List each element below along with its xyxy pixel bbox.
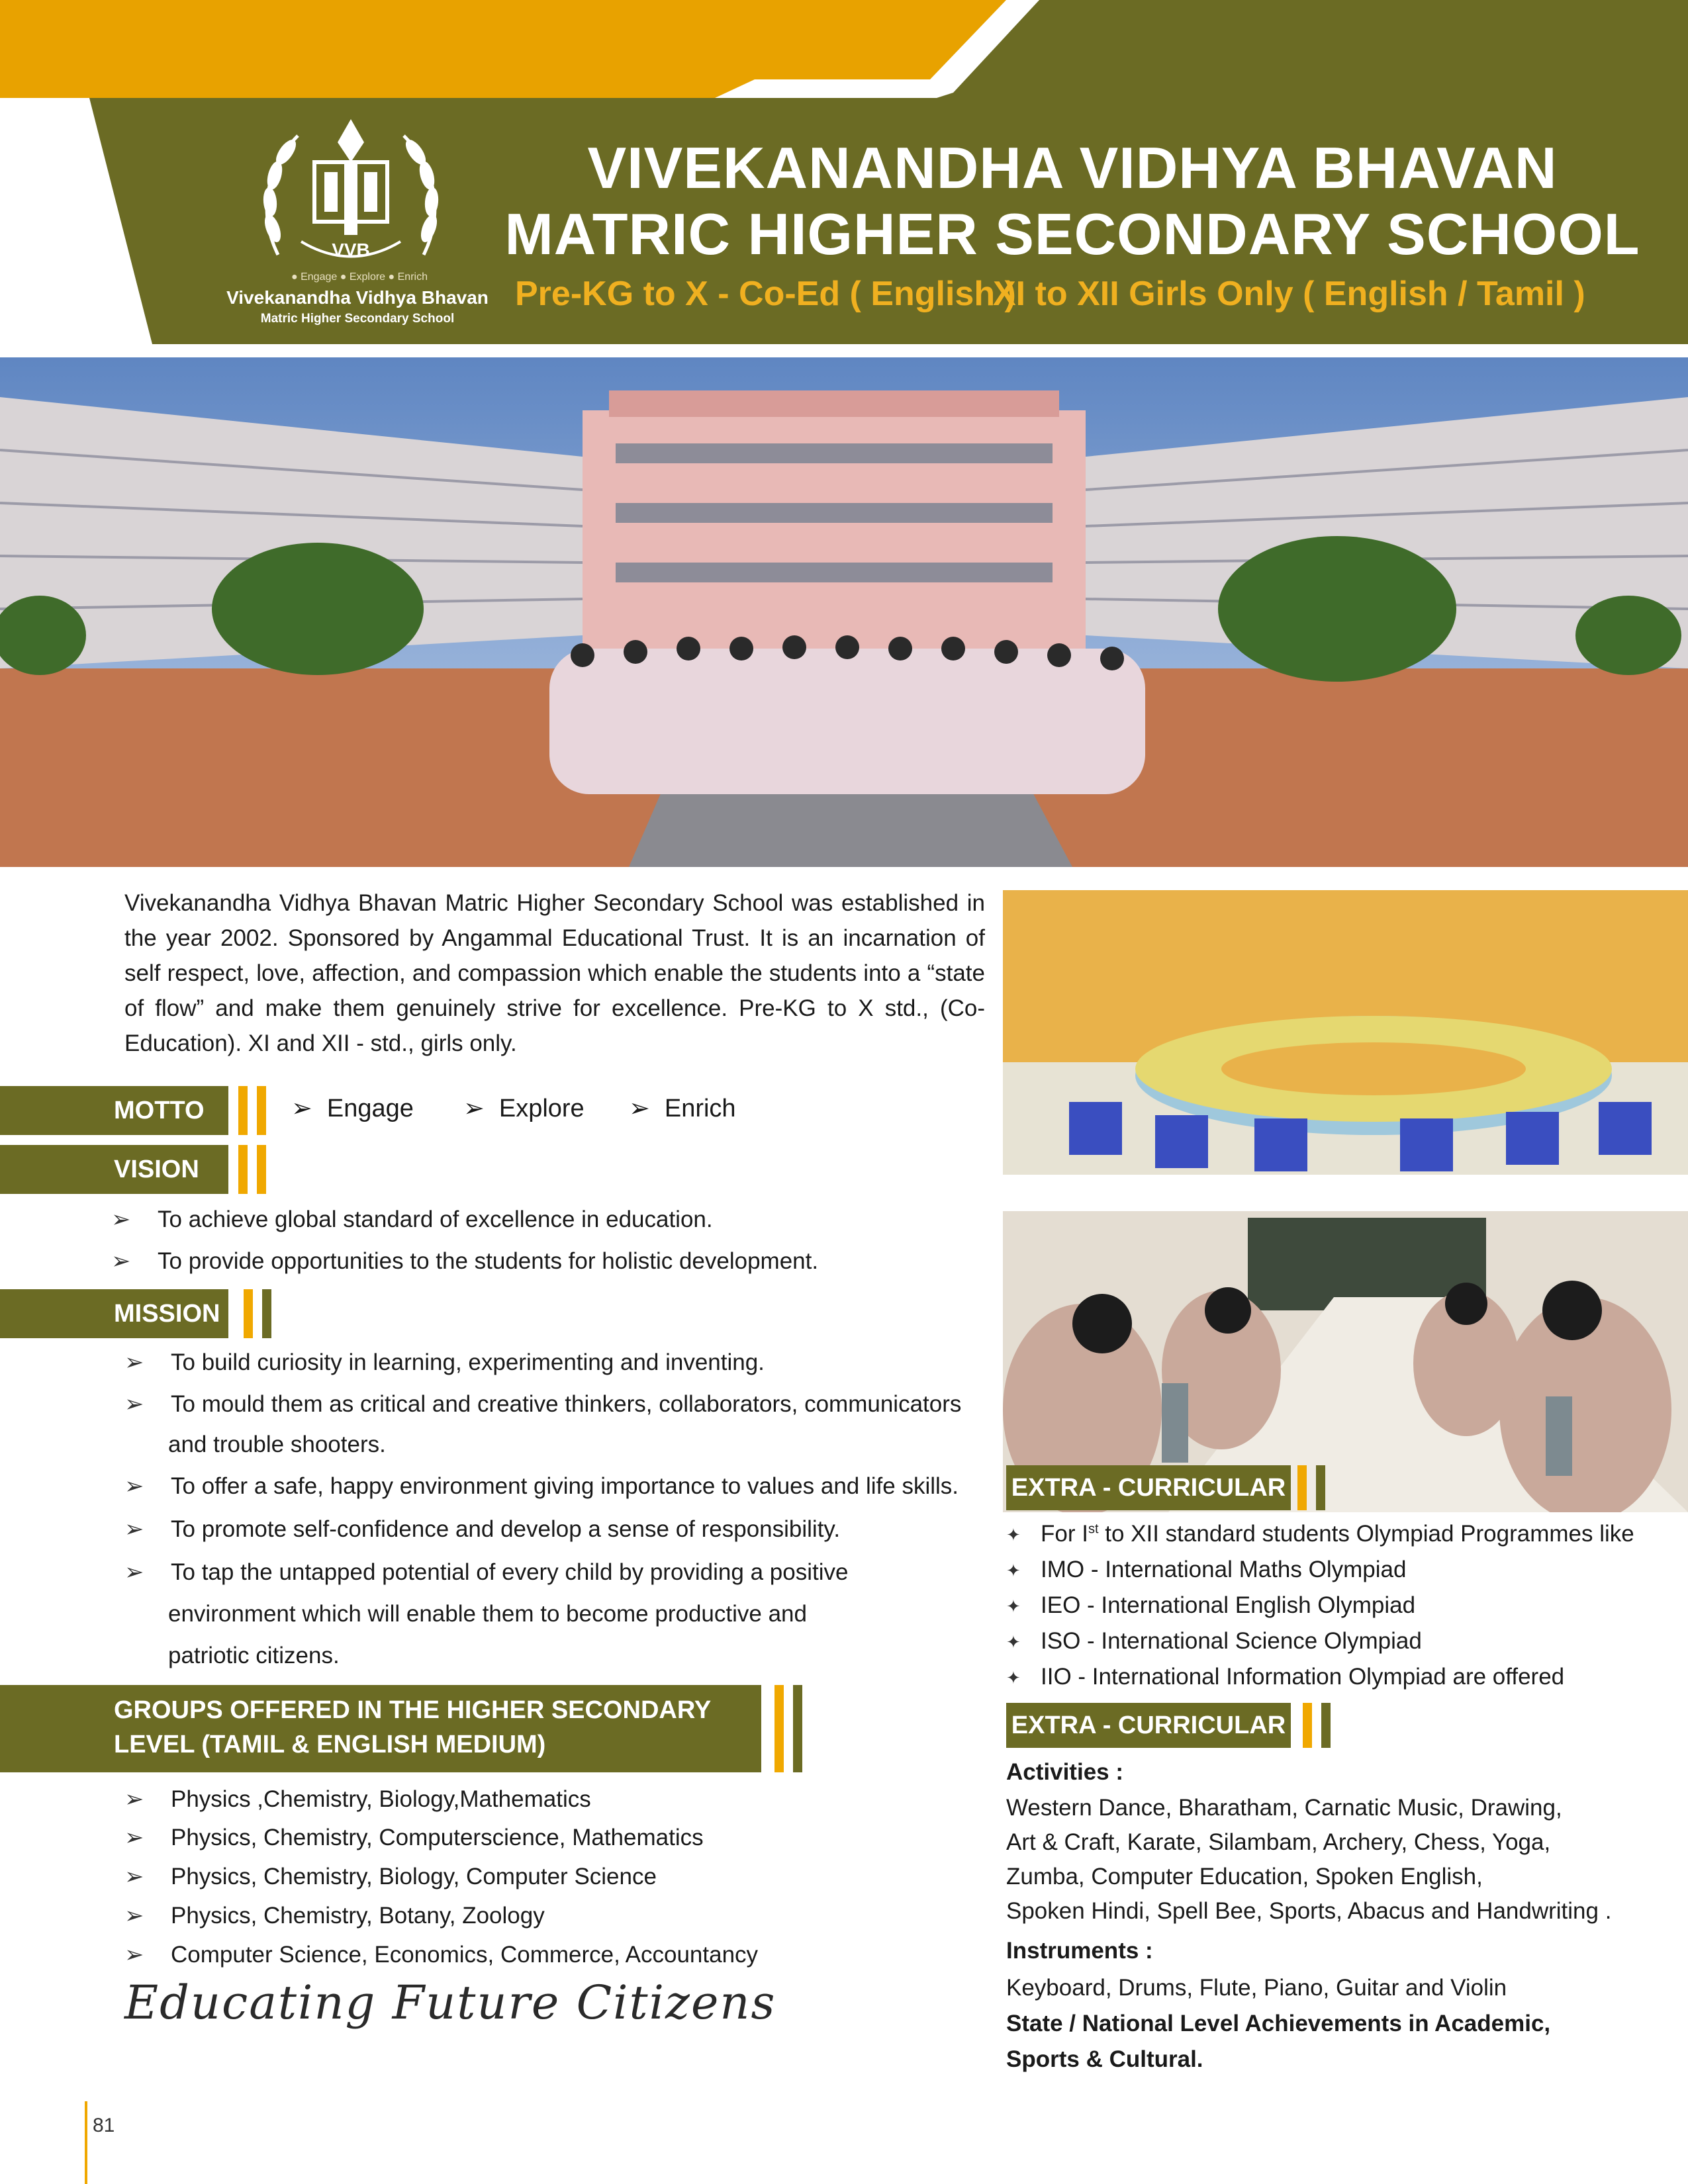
footer-slogan: Educating Future Citizens: [124, 1976, 776, 2030]
olympiad-item: ✦ IMO - International Maths Olympiad: [1006, 1557, 1407, 1582]
groups-accent-gold: [774, 1685, 784, 1772]
achievements-line1: State / National Level Achievements in Academic,: [1006, 2011, 1551, 2036]
logo-school-subname: Matric Higher Secondary School: [260, 312, 455, 326]
motto-item-enrich: ➢ Enrich: [629, 1095, 736, 1122]
achievements-line2: Sports & Cultural.: [1006, 2046, 1203, 2072]
mission-item: ➢ To tap the untapped potential of every child by providing a positive: [124, 1559, 849, 1585]
group-item: ➢ Physics, Chemistry, Biology, Computer Science: [124, 1864, 657, 1889]
motto-item-explore: ➢ Explore: [463, 1095, 585, 1122]
group-item: ➢ Computer Science, Economics, Commerce, Accountancy: [124, 1942, 759, 1968]
logo-monogram: VVB: [332, 240, 370, 260]
instruments-label: Instruments :: [1006, 1938, 1153, 1964]
vision-item: ➢ To achieve global standard of excellence in education.: [111, 1206, 713, 1232]
mission-heading: [0, 1289, 228, 1338]
logo-tagline: ● Engage ● Explore ● Enrich: [291, 271, 428, 283]
extra-curricular-heading-2: [1006, 1703, 1291, 1748]
vision-item: ➢ To provide opportunities to the students for holistic development.: [111, 1248, 819, 1274]
school-title-line1: VIVEKANANDHA VIDHYA BHAVAN: [587, 135, 1558, 201]
extra-curricular-heading-1: [1006, 1465, 1291, 1510]
classroom-photo: [1003, 890, 1688, 1175]
olympiad-item: ✦ IEO - International English Olympiad: [1006, 1592, 1416, 1618]
page-number-rule: [85, 2101, 87, 2184]
mission-item: ➢ To build curiosity in learning, experimenting and inventing.: [124, 1349, 765, 1375]
subtitle-girls: XI to XII Girls Only ( English / Tamil ): [993, 275, 1585, 313]
intro-paragraph: Vivekanandha Vidhya Bhavan Matric Higher Secondary School was established in the year 2002. Sponsored by Angammal Educational Trust. It is an incarnation of self respect, love, affection, and compassion which enable the students into a “state of flow” and make them genuinely strive for excellence. Pre-KG to X std., (Co-Education). XI and XII - std., girls only.: [124, 890, 985, 1056]
vision-heading-label: VISION: [114, 1156, 199, 1183]
extra1-accent-olive: [1316, 1465, 1325, 1510]
motto-heading-label: MOTTO: [114, 1097, 205, 1124]
motto-item-engage: ➢ Engage: [291, 1095, 414, 1122]
mission-item: ➢ To promote self-confidence and develop a sense of responsibility.: [124, 1516, 841, 1542]
mission-accent-olive: [262, 1289, 271, 1338]
groups-heading-line1: GROUPS OFFERED IN THE HIGHER SECONDARY: [114, 1696, 712, 1724]
group-item: ➢ Physics, Chemistry, Botany, Zoology: [124, 1903, 545, 1929]
extra2-accent-olive: [1321, 1703, 1331, 1748]
activities-line: Zumba, Computer Education, Spoken English,: [1006, 1864, 1483, 1889]
motto-accent-gold-2: [257, 1086, 266, 1135]
extra-curricular-heading-2-label: EXTRA - CURRICULAR: [1011, 1711, 1286, 1739]
extra2-accent-gold: [1303, 1703, 1312, 1748]
extra1-accent-gold: [1297, 1465, 1307, 1510]
school-logo-emblem: [252, 116, 450, 281]
mission-item-continuation: environment which will enable them to become productive and: [168, 1601, 807, 1627]
mission-heading-label: MISSION: [114, 1300, 220, 1328]
activities-label: Activities :: [1006, 1759, 1123, 1785]
mission-accent-gold: [244, 1289, 253, 1338]
logo-school-name: Vivekanandha Vidhya Bhavan: [226, 287, 489, 308]
motto-heading: [0, 1086, 228, 1135]
subtitle-coed: Pre-KG to X - Co-Ed ( English ): [515, 275, 1016, 313]
activities-line: Spoken Hindi, Spell Bee, Sports, Abacus and Handwriting .: [1006, 1898, 1612, 1924]
extra-curricular-heading-1-label: EXTRA - CURRICULAR: [1011, 1474, 1286, 1502]
vision-heading: [0, 1145, 228, 1194]
motto-accent-gold: [238, 1086, 248, 1135]
vision-accent-gold: [238, 1145, 248, 1194]
campus-photo: [0, 357, 1688, 867]
mission-item-continuation: and trouble shooters.: [168, 1432, 386, 1457]
groups-heading: [0, 1685, 761, 1772]
olympiad-item: ✦ ISO - International Science Olympiad: [1006, 1628, 1422, 1654]
mission-item: ➢ To mould them as critical and creative thinkers, collaborators, communicators: [124, 1391, 962, 1417]
olympiad-item: ✦ IIO - International Information Olympiad are offered: [1006, 1664, 1565, 1690]
school-title-line2: MATRIC HIGHER SECONDARY SCHOOL: [504, 201, 1640, 267]
group-item: ➢ Physics, Chemistry, Computerscience, Mathematics: [124, 1825, 704, 1850]
olympiad-intro-item: ✦ For Ist to XII standard students Olympiad Programmes like: [1006, 1521, 1634, 1547]
activities-line: Western Dance, Bharatham, Carnatic Music, Drawing,: [1006, 1795, 1562, 1821]
activities-line: Art & Craft, Karate, Silambam, Archery, Chess, Yoga,: [1006, 1829, 1551, 1855]
groups-accent-olive: [793, 1685, 802, 1772]
instruments-list: Keyboard, Drums, Flute, Piano, Guitar and Violin: [1006, 1975, 1507, 2001]
page-number: 81: [93, 2115, 115, 2136]
mission-item-continuation: patriotic citizens.: [168, 1643, 340, 1668]
mission-item: ➢ To offer a safe, happy environment giving importance to values and life skills.: [124, 1473, 959, 1499]
groups-heading-line2: LEVEL (TAMIL & ENGLISH MEDIUM): [114, 1731, 546, 1758]
group-item: ➢ Physics ,Chemistry, Biology,Mathematics: [124, 1786, 591, 1812]
vision-accent-gold-2: [257, 1145, 266, 1194]
